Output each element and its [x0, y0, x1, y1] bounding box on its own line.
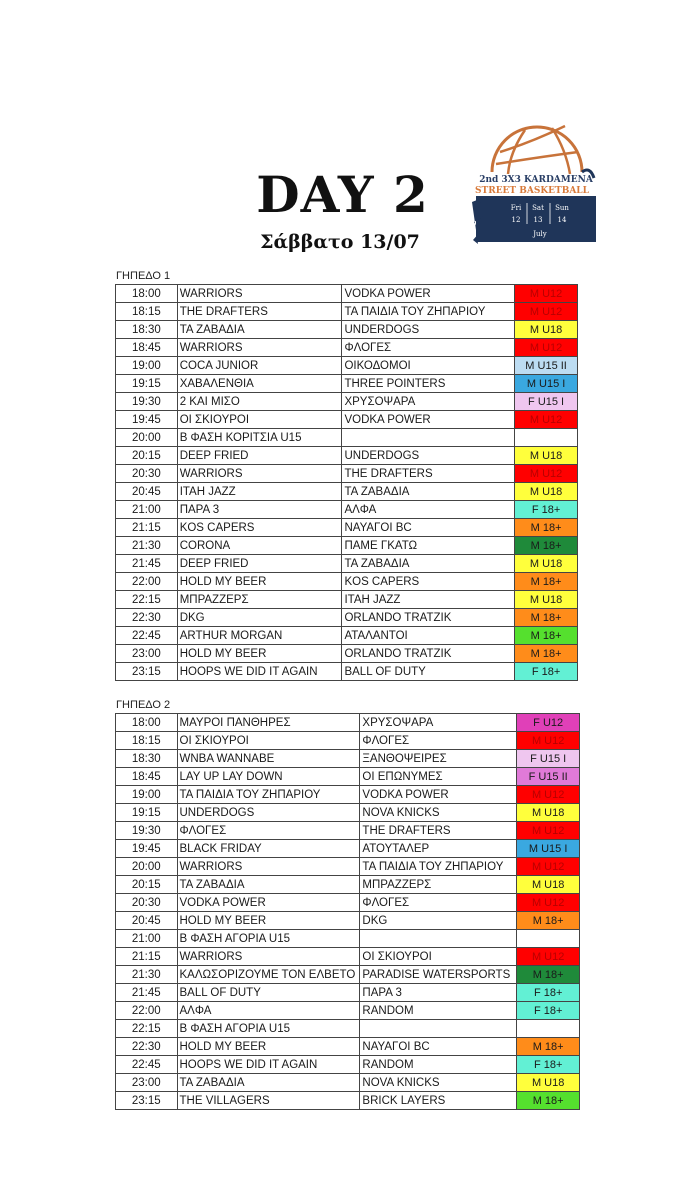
schedule-row: [116, 786, 580, 804]
schedule-row: [116, 714, 580, 732]
time-cell: 20:00: [116, 858, 178, 876]
team1-cell: HOLD MY BEER: [177, 1038, 360, 1056]
category-cell: F 18+: [515, 501, 578, 519]
schedule-row: [116, 357, 578, 375]
team2-cell: [360, 930, 517, 948]
schedule-row: [116, 894, 580, 912]
time-cell: 22:00: [116, 1002, 178, 1020]
team2-cell: ΦΛΟΓΕΣ: [342, 339, 515, 357]
team1-cell: THE VILLAGERS: [177, 1092, 360, 1110]
team2-cell: ΟΙ ΕΠΩΝΥΜΕΣ: [360, 768, 517, 786]
schedule-row: [116, 858, 580, 876]
time-cell: 22:15: [116, 591, 178, 609]
team1-cell: KOS CAPERS: [177, 519, 342, 537]
team2-cell: THE DRAFTERS: [360, 822, 517, 840]
schedule-row: [116, 984, 580, 1002]
schedule-row: [116, 501, 578, 519]
basketball-icon: [492, 126, 594, 178]
category-cell: M U12: [517, 894, 580, 912]
team2-cell: PARADISE WATERSPORTS: [360, 966, 517, 984]
team2-cell: KOS CAPERS: [342, 573, 515, 591]
team1-cell: Β ΦΑΣΗ ΑΓΟΡΙΑ U15: [177, 930, 360, 948]
team1-cell: BLACK FRIDAY: [177, 840, 360, 858]
team1-cell: ΠΑΡΑ 3: [177, 501, 342, 519]
schedule-row: [116, 1074, 580, 1092]
category-cell: M U18: [515, 591, 578, 609]
time-cell: 22:00: [116, 573, 178, 591]
time-cell: 21:30: [116, 966, 178, 984]
time-cell: 21:15: [116, 519, 178, 537]
logo-line2: STREET BASKETBALL: [475, 186, 589, 196]
team2-cell: NOVA KNICKS: [360, 804, 517, 822]
team2-cell: ORLANDO TRATZIK: [342, 645, 515, 663]
time-cell: 19:30: [116, 822, 178, 840]
schedule-row: [116, 375, 578, 393]
schedule-row: [116, 1056, 580, 1074]
team1-cell: 2 ΚΑΙ ΜΙΣΟ: [177, 393, 342, 411]
logo-month: July: [533, 230, 547, 238]
team1-cell: THE DRAFTERS: [177, 303, 342, 321]
page-subtitle-date: Σάββατο 13/07: [260, 231, 420, 253]
category-cell: F U12: [517, 714, 580, 732]
time-cell: 19:45: [116, 411, 178, 429]
category-cell: M U15 I: [515, 375, 578, 393]
team1-cell: VODKA POWER: [177, 894, 360, 912]
logo-day-sat: Sat: [532, 204, 544, 212]
team1-cell: WARRIORS: [177, 858, 360, 876]
schedule-row: [116, 519, 578, 537]
schedule-row: [116, 483, 578, 501]
team1-cell: BALL OF DUTY: [177, 984, 360, 1002]
schedule-row: [116, 447, 578, 465]
category-cell: F 18+: [515, 663, 578, 681]
team1-cell: HOLD MY BEER: [177, 573, 342, 591]
time-cell: 21:00: [116, 501, 178, 519]
team1-cell: WARRIORS: [177, 339, 342, 357]
category-cell: M U12: [517, 732, 580, 750]
team2-cell: ΤΑ ΠΑΙΔΙΑ ΤΟΥ ΖΗΠΑΡΙΟΥ: [360, 858, 517, 876]
team2-cell: [342, 429, 515, 447]
team1-cell: ΜΠΡΑΖΖΕΡΣ: [177, 591, 342, 609]
schedule-row: [116, 750, 580, 768]
category-cell: M U12: [517, 948, 580, 966]
team2-cell: ΙΤΑΗ JAZZ: [342, 591, 515, 609]
team2-cell: ΠΑΡΑ 3: [360, 984, 517, 1002]
team1-cell: WARRIORS: [177, 948, 360, 966]
time-cell: 18:15: [116, 303, 178, 321]
team2-cell: ΟΙ ΣΚΙΟΥΡΟΙ: [360, 948, 517, 966]
team1-cell: DEEP FRIED: [177, 447, 342, 465]
team2-cell: VODKA POWER: [342, 285, 515, 303]
category-cell: M U18: [517, 804, 580, 822]
team2-cell: ΠΑΜΕ ΓΚΑΤΩ: [342, 537, 515, 555]
category-cell: M 18+: [515, 573, 578, 591]
category-cell: M U12: [517, 786, 580, 804]
team2-cell: THE DRAFTERS: [342, 465, 515, 483]
tournament-logo: [470, 112, 600, 248]
schedule-row: [116, 303, 578, 321]
schedule-row: [116, 840, 580, 858]
schedule-row: [116, 948, 580, 966]
team2-cell: ΦΛΟΓΕΣ: [360, 894, 517, 912]
team2-cell: ΞΑΝΘΟΨΕΙΡΕΣ: [360, 750, 517, 768]
time-cell: 19:30: [116, 393, 178, 411]
schedule-row: [116, 822, 580, 840]
time-cell: 20:30: [116, 465, 178, 483]
team2-cell: ΝΑΥΑΓΟΙ BC: [360, 1038, 517, 1056]
category-cell: M U15 I: [517, 840, 580, 858]
court-1-label: ΓΗΠΕΔΟ 1: [116, 270, 171, 282]
court-1-schedule-table: [115, 284, 578, 681]
schedule-row: [116, 537, 578, 555]
category-cell: M U12: [515, 411, 578, 429]
time-cell: 20:45: [116, 483, 178, 501]
team2-cell: ΑΤΑΛΑΝΤΟΙ: [342, 627, 515, 645]
page-title: DAY 2: [256, 165, 429, 224]
team2-cell: DKG: [360, 912, 517, 930]
court-2-schedule-table: [115, 713, 580, 1110]
category-cell: M U18: [515, 321, 578, 339]
team2-cell: BALL OF DUTY: [342, 663, 515, 681]
team1-cell: ΑΛΦΑ: [177, 1002, 360, 1020]
category-cell: F U15 I: [517, 750, 580, 768]
time-cell: 23:00: [116, 1074, 178, 1092]
schedule-row: [116, 876, 580, 894]
category-cell: F 18+: [517, 1056, 580, 1074]
time-cell: 19:15: [116, 375, 178, 393]
time-cell: 20:15: [116, 876, 178, 894]
team1-cell: WARRIORS: [177, 285, 342, 303]
category-cell: M U15 II: [515, 357, 578, 375]
category-cell: M U18: [517, 1074, 580, 1092]
team1-cell: ΙΤΑΗ JAZZ: [177, 483, 342, 501]
time-cell: 23:15: [116, 663, 178, 681]
team1-cell: DEEP FRIED: [177, 555, 342, 573]
schedule-row: [116, 732, 580, 750]
schedule-row: [116, 912, 580, 930]
time-cell: 20:30: [116, 894, 178, 912]
category-cell: M 18+: [517, 912, 580, 930]
schedule-row: [116, 573, 578, 591]
category-cell: [517, 1020, 580, 1038]
schedule-row: [116, 663, 578, 681]
logo-day-fri: Fri: [510, 204, 522, 212]
team2-cell: UNDERDOGS: [342, 447, 515, 465]
team1-cell: ΟΙ ΣΚΙΟΥΡΟΙ: [177, 732, 360, 750]
team2-cell: ORLANDO TRATZIK: [342, 609, 515, 627]
time-cell: 22:30: [116, 1038, 178, 1056]
team1-cell: ΤΑ ΖΑΒΑΔΙΑ: [177, 1074, 360, 1092]
logo-line1: 2nd 3X3 KARDAMENA: [479, 175, 593, 185]
team2-cell: VODKA POWER: [360, 786, 517, 804]
team1-cell: ΟΙ ΣΚΙΟΥΡΟΙ: [177, 411, 342, 429]
time-cell: 20:15: [116, 447, 178, 465]
team2-cell: ΤΑ ΖΑΒΑΔΙΑ: [342, 483, 515, 501]
category-cell: F 18+: [517, 1002, 580, 1020]
team1-cell: HOOPS WE DID IT AGAIN: [177, 663, 342, 681]
category-cell: M 18+: [517, 1092, 580, 1110]
schedule-row: [116, 555, 578, 573]
category-cell: F 18+: [517, 984, 580, 1002]
category-cell: M 18+: [515, 609, 578, 627]
category-cell: M 18+: [517, 1038, 580, 1056]
time-cell: 21:30: [116, 537, 178, 555]
category-cell: M U18: [515, 555, 578, 573]
category-cell: M 18+: [515, 537, 578, 555]
time-cell: 18:00: [116, 285, 178, 303]
team2-cell: ΤΑ ΠΑΙΔΙΑ ΤΟΥ ΖΗΠΑΡΙΟΥ: [342, 303, 515, 321]
team1-cell: HOLD MY BEER: [177, 645, 342, 663]
team2-cell: UNDERDOGS: [342, 321, 515, 339]
team2-cell: RANDOM: [360, 1056, 517, 1074]
time-cell: 21:45: [116, 555, 178, 573]
category-cell: M 18+: [515, 627, 578, 645]
time-cell: 19:15: [116, 804, 178, 822]
category-cell: [517, 930, 580, 948]
team2-cell: ΧΡΥΣΟΨΑΡΑ: [342, 393, 515, 411]
time-cell: 22:30: [116, 609, 178, 627]
category-cell: M 18+: [517, 966, 580, 984]
category-cell: M U12: [517, 858, 580, 876]
team1-cell: HOLD MY BEER: [177, 912, 360, 930]
schedule-row: [116, 1038, 580, 1056]
time-cell: 23:15: [116, 1092, 178, 1110]
logo-date-sat: 13: [533, 216, 543, 224]
team1-cell: UNDERDOGS: [177, 804, 360, 822]
logo-day-sun: Sun: [555, 204, 569, 212]
team1-cell: ΧΑΒΑΛΕΝΘΙΑ: [177, 375, 342, 393]
team1-cell: ΜΑΥΡΟΙ ΠΑΝΘΗΡΕΣ: [177, 714, 360, 732]
time-cell: 19:00: [116, 786, 178, 804]
team1-cell: HOOPS WE DID IT AGAIN: [177, 1056, 360, 1074]
schedule-row: [116, 1092, 580, 1110]
time-cell: 18:30: [116, 321, 178, 339]
team2-cell: ΜΠΡΑΖΖΕΡΣ: [360, 876, 517, 894]
team1-cell: ΤΑ ΠΑΙΔΙΑ ΤΟΥ ΖΗΠΑΡΙΟΥ: [177, 786, 360, 804]
time-cell: 18:45: [116, 768, 178, 786]
time-cell: 20:00: [116, 429, 178, 447]
schedule-row: [116, 645, 578, 663]
category-cell: M U12: [515, 285, 578, 303]
time-cell: 18:30: [116, 750, 178, 768]
schedule-row: [116, 591, 578, 609]
schedule-row: [116, 321, 578, 339]
logo-date-fri: 12: [511, 216, 521, 224]
team2-cell: ΑΛΦΑ: [342, 501, 515, 519]
category-cell: F U15 I: [515, 393, 578, 411]
time-cell: 18:15: [116, 732, 178, 750]
team1-cell: ΚΑΛΩΣΟΡΙΖΟΥΜΕ ΤΟΝ ΕΛΒΕΤΟ: [177, 966, 360, 984]
schedule-row: [116, 339, 578, 357]
team1-cell: WNBA WANNABE: [177, 750, 360, 768]
time-cell: 18:00: [116, 714, 178, 732]
time-cell: 23:00: [116, 645, 178, 663]
team2-cell: ΦΛΟΓΕΣ: [360, 732, 517, 750]
time-cell: 20:45: [116, 912, 178, 930]
team1-cell: ARTHUR MORGAN: [177, 627, 342, 645]
time-cell: 21:45: [116, 984, 178, 1002]
team1-cell: ΤΑ ΖΑΒΑΔΙΑ: [177, 876, 360, 894]
schedule-row: [116, 465, 578, 483]
time-cell: 22:45: [116, 1056, 178, 1074]
schedule-row: [116, 966, 580, 984]
time-cell: 22:45: [116, 627, 178, 645]
team2-cell: VODKA POWER: [342, 411, 515, 429]
category-cell: M 18+: [515, 519, 578, 537]
team2-cell: ΤΑ ΖΑΒΑΔΙΑ: [342, 555, 515, 573]
category-cell: M U12: [515, 303, 578, 321]
category-cell: M U18: [515, 483, 578, 501]
schedule-row: [116, 285, 578, 303]
team2-cell: NOVA KNICKS: [360, 1074, 517, 1092]
category-cell: M 18+: [515, 645, 578, 663]
team1-cell: CORONA: [177, 537, 342, 555]
schedule-row: [116, 393, 578, 411]
team2-cell: ΧΡΥΣΟΨΑΡΑ: [360, 714, 517, 732]
schedule-row: [116, 411, 578, 429]
team1-cell: DKG: [177, 609, 342, 627]
team1-cell: ΦΛΟΓΕΣ: [177, 822, 360, 840]
schedule-row: [116, 627, 578, 645]
time-cell: 21:15: [116, 948, 178, 966]
schedule-row: [116, 930, 580, 948]
team2-cell: BRICK LAYERS: [360, 1092, 517, 1110]
team1-cell: Β ΦΑΣΗ ΑΓΟΡΙΑ U15: [177, 1020, 360, 1038]
category-cell: M U18: [517, 876, 580, 894]
team1-cell: Β ΦΑΣΗ ΚΟΡΙΤΣΙΑ U15: [177, 429, 342, 447]
team2-cell: RANDOM: [360, 1002, 517, 1020]
category-cell: [515, 429, 578, 447]
category-cell: F U15 II: [517, 768, 580, 786]
schedule-row: [116, 1002, 580, 1020]
schedule-row: [116, 429, 578, 447]
category-cell: M U12: [515, 465, 578, 483]
category-cell: M U18: [515, 447, 578, 465]
schedule-row: [116, 804, 580, 822]
team2-cell: ΑΤΟΥΤΑΛΕΡ: [360, 840, 517, 858]
team1-cell: WARRIORS: [177, 465, 342, 483]
team2-cell: THREE POINTERS: [342, 375, 515, 393]
team2-cell: [360, 1020, 517, 1038]
team2-cell: ΟΙΚΟΔΟΜΟΙ: [342, 357, 515, 375]
team1-cell: COCA JUNIOR: [177, 357, 342, 375]
team2-cell: ΝΑΥΑΓΟΙ BC: [342, 519, 515, 537]
category-cell: M U12: [517, 822, 580, 840]
team1-cell: LAY UP LAY DOWN: [177, 768, 360, 786]
court-2-label: ΓΗΠΕΔΟ 2: [116, 699, 171, 711]
schedule-row: [116, 609, 578, 627]
team1-cell: ΤΑ ΖΑΒΑΔΙΑ: [177, 321, 342, 339]
time-cell: 22:15: [116, 1020, 178, 1038]
logo-date-sun: 14: [557, 216, 567, 224]
time-cell: 21:00: [116, 930, 178, 948]
schedule-row: [116, 1020, 580, 1038]
time-cell: 19:00: [116, 357, 178, 375]
time-cell: 19:45: [116, 840, 178, 858]
schedule-row: [116, 768, 580, 786]
category-cell: M U12: [515, 339, 578, 357]
time-cell: 18:45: [116, 339, 178, 357]
